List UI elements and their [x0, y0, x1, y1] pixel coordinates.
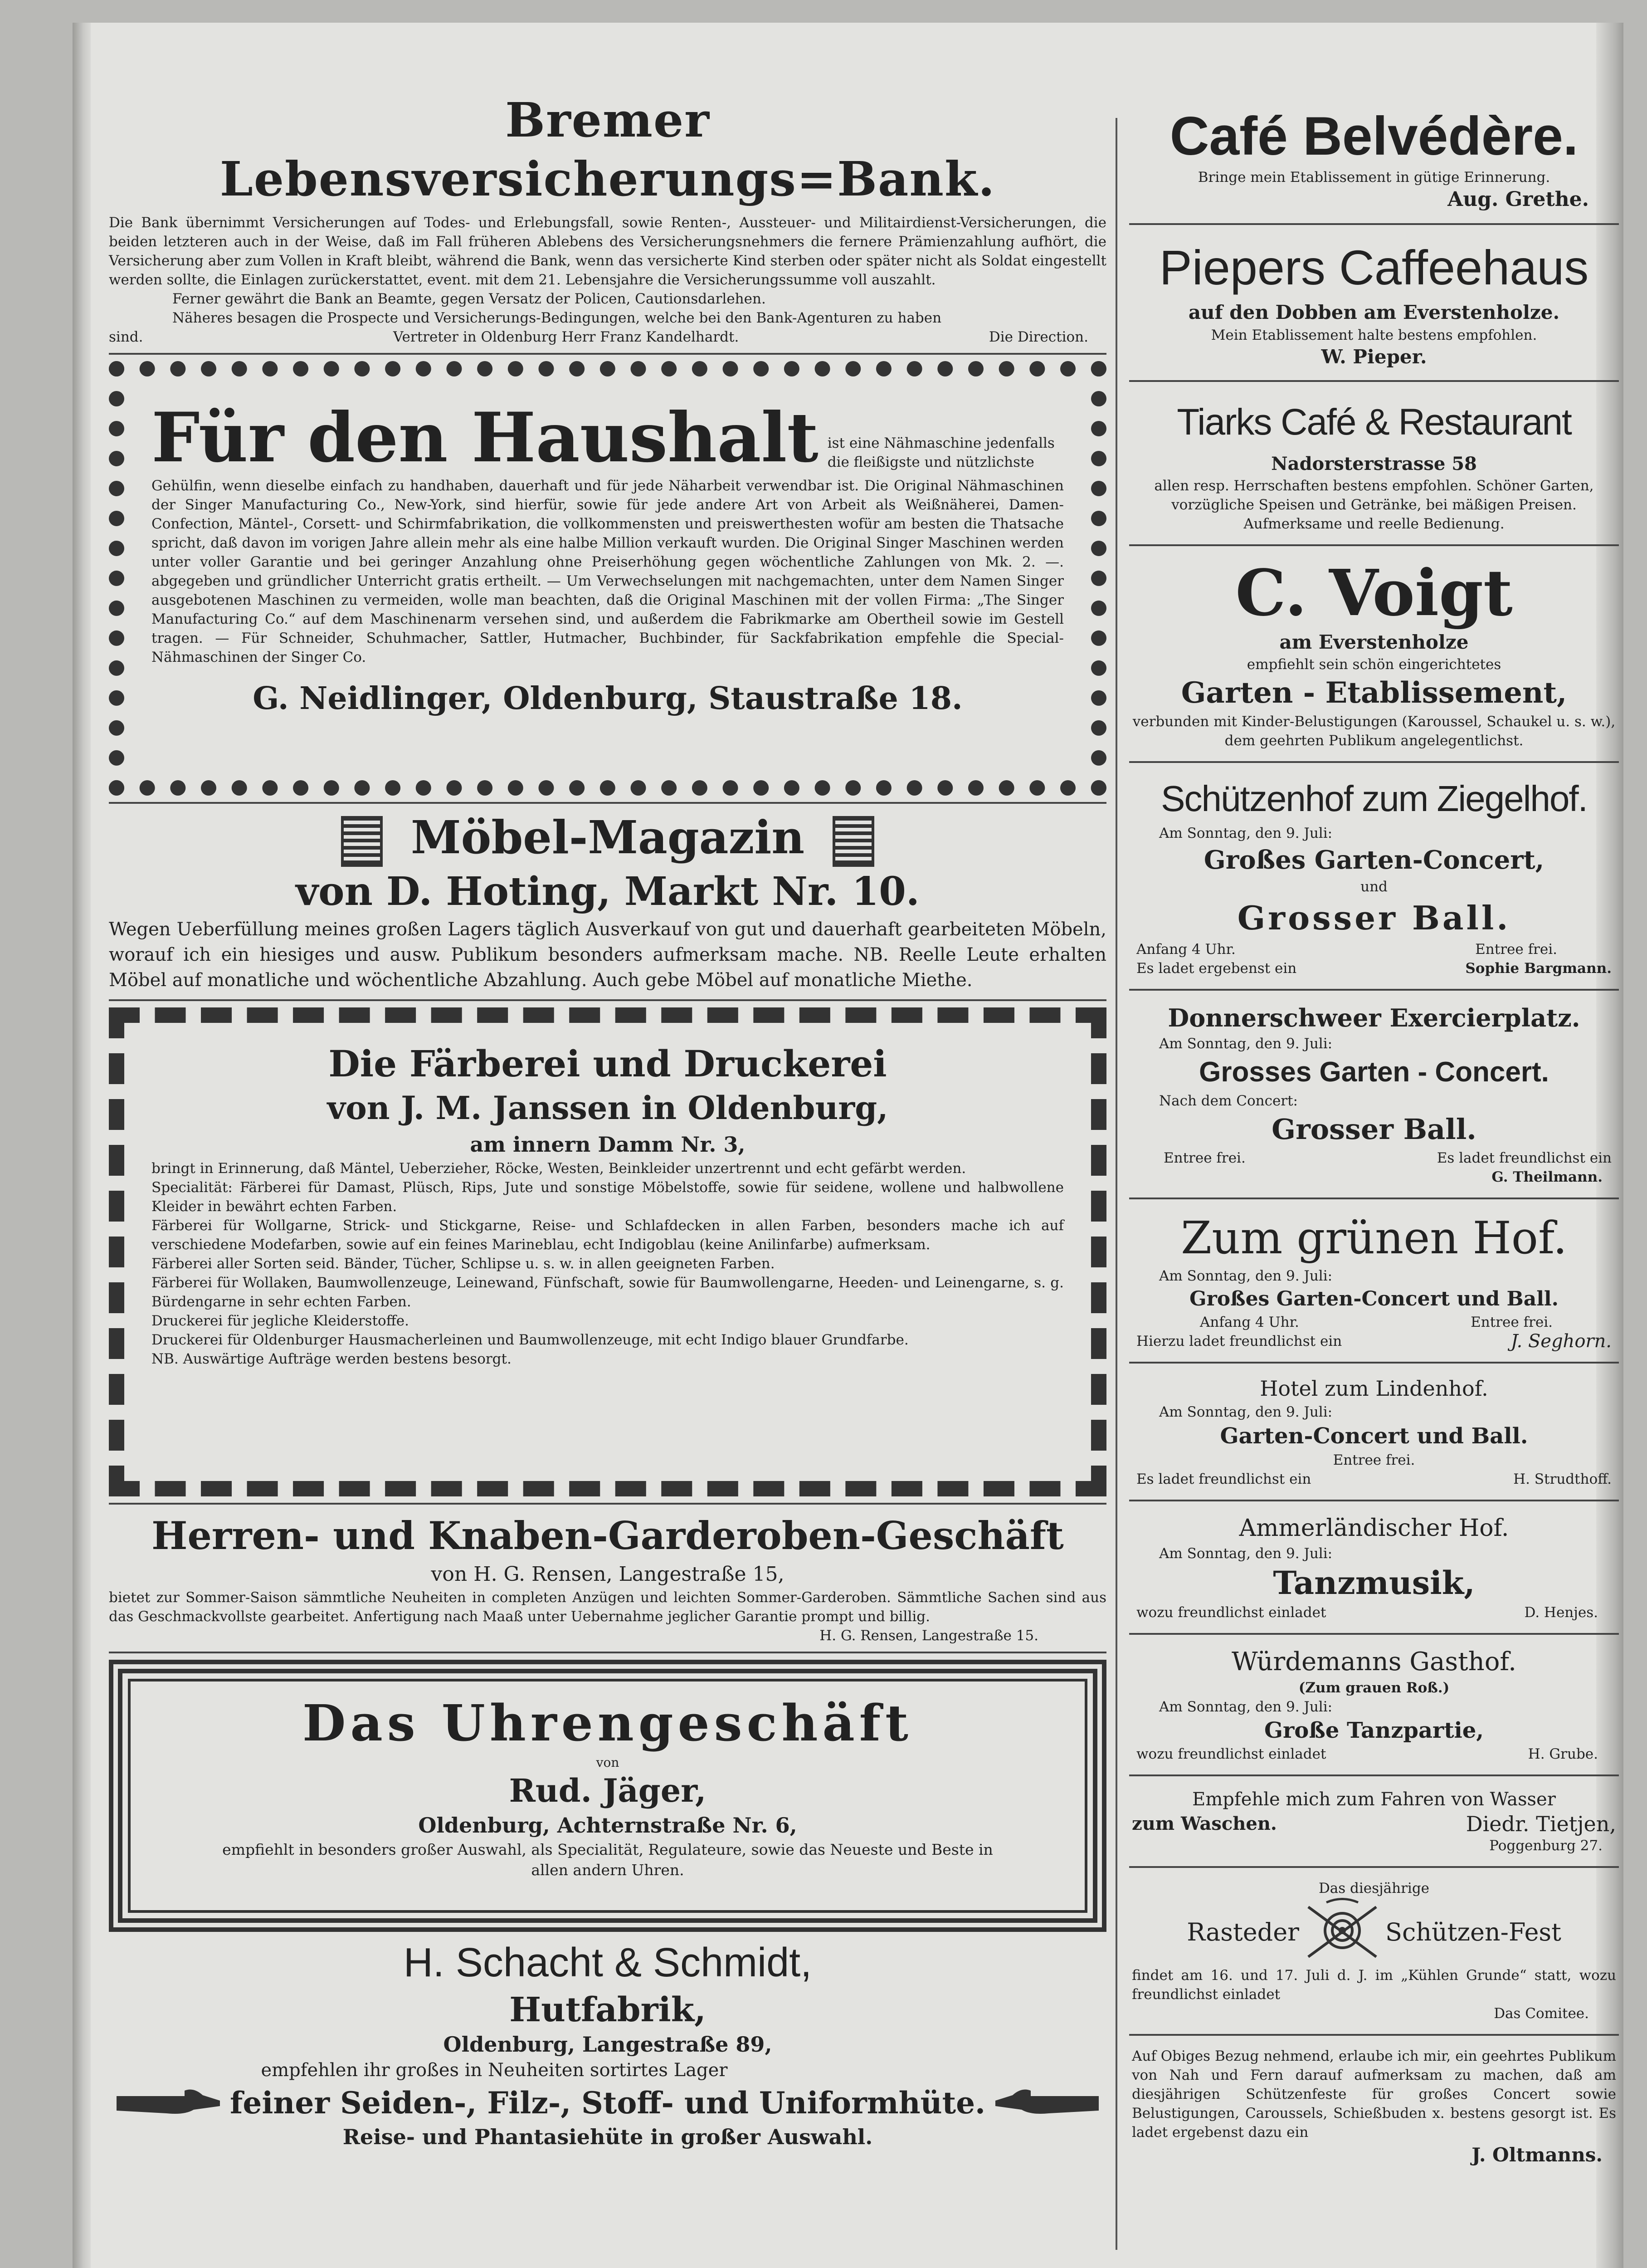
ad-signature: J. Oltmanns.	[1472, 2144, 1603, 2166]
divider	[1129, 2034, 1619, 2036]
ad-paragraph: Färberei aller Sorten seid. Bänder, Tücher, Schlipse u. s. w. in allen geeigneten Farben.	[151, 1256, 775, 1272]
ad-pre: Das diesjährige	[1318, 1880, 1430, 1897]
ad-invite: Es ladet freundlichst ein	[1136, 1471, 1311, 1487]
ad-body: verbunden mit Kinder-Belustigungen (Karoussel, Schaukel u. s. w.), dem geehrten Publikum angelegentlichst.	[1132, 714, 1616, 749]
ad-signature: Vertreter in Oldenburg Herr Franz Kandelhardt.	[393, 329, 739, 345]
ad-line: zum Waschen.	[1132, 1813, 1277, 1834]
ad-invite: wozu freundlichst einladet	[1136, 1746, 1326, 1762]
ad-date: Am Sonntag, den 9. Juli:	[1159, 1404, 1333, 1420]
ad-wuerdemanns-gasthof	[1129, 1641, 1619, 1768]
ad-line: Empfehle mich zum Fahren von Wasser	[1192, 1789, 1556, 1810]
ad-body: bietet zur Sommer-Saison sämmtliche Neuheiten in completen Anzügen und leichten Sommer-Garderoben. Sämmtliche Sachen sind aus das Geschmackvollste gearbeitet. Anfertigung nach Maaß unter Uebernahme jeglicher Garantie prompt und billig.	[109, 1589, 1106, 1625]
divider	[1129, 761, 1619, 763]
ad-paragraph: Specialität: Färberei für Damast, Plüsch, Rips, Jute und sonstige Möbelstoffe, sowie für seidene, wollene und halbwollene Kleider in bewährt echten Farben.	[151, 1179, 1064, 1215]
ad-date: Am Sonntag, den 9. Juli:	[1159, 825, 1333, 841]
ad-ball: Grosser Ball.	[1272, 1113, 1476, 1146]
ad-address: am innern Damm Nr. 3,	[470, 1132, 746, 1157]
divider	[1129, 1866, 1619, 1868]
ad-after: Nach dem Concert:	[1159, 1093, 1298, 1109]
ad-exercierplatz	[1129, 997, 1619, 1191]
ad-subtitle: am Everstenholze	[1279, 631, 1469, 653]
ad-title: Donnerschweer Exercierplatz.	[1168, 1003, 1580, 1032]
ad-title: Würdemanns Gasthof.	[1232, 1647, 1516, 1677]
divider	[109, 1652, 1106, 1653]
ad-last-line: Reise- und Phantasiehüte in großer Auswahl.	[342, 2125, 873, 2150]
pointing-hand-right-icon	[117, 2087, 221, 2119]
divider	[109, 353, 1106, 355]
ad-ball: Grosser Ball.	[1237, 899, 1511, 937]
ad-ammerlaendischer-hof	[1129, 1508, 1619, 1627]
ad-signature: Das Comitee.	[1494, 2005, 1589, 2022]
ad-signature: G. Theilmann.	[1491, 1169, 1603, 1185]
ad-moebel-magazin	[109, 810, 1106, 993]
ad-concert: Garten-Concert und Ball.	[1220, 1423, 1528, 1449]
ad-title: Möbel-Magazin	[410, 811, 805, 864]
ad-signature: W. Pieper.	[1321, 346, 1427, 368]
ad-intro: ist eine Nähmaschine jedenfalls die fleißigste und nützlichste	[827, 435, 1055, 470]
ad-date: Am Sonntag, den 9. Juli:	[1159, 1699, 1333, 1715]
ad-address: Oldenburg, Langestraße 89,	[443, 2032, 772, 2057]
divider	[1129, 1500, 1619, 1501]
ad-date: Am Sonntag, den 9. Juli:	[1159, 1545, 1333, 1562]
ad-body: findet am 16. und 17. Juli d. J. im „Kühlen Grunde“ statt, wozu freundlichst einladet	[1132, 1967, 1616, 2003]
column-divider	[1116, 118, 1117, 2250]
ad-date: Am Sonntag, den 9. Juli:	[1159, 1036, 1333, 1052]
ad-concert: Großes Garten-Concert,	[1204, 845, 1545, 875]
ad-name: Rud. Jäger,	[509, 1772, 707, 1810]
divider	[1129, 1633, 1619, 1635]
ad-cafe-belvedere	[1129, 100, 1619, 217]
ad-title: Café Belvédère.	[1169, 106, 1579, 166]
ad-body: Die Bank übernimmt Versicherungen auf Todes- und Erlebungsfall, sowie Renten-, Aussteuer- und Militairdienst-Versicherungen, die beiden letzteren auch in der Weise, daß im Fall früheren Ablebens des Versicherungsnehmers die fernere Prämienzahlung aufhört, die Versicherung aber zum Vollen in Kraft bleibt, während die Bank, wenn das versicherte Kind sterben oder später nicht als Soldat eingestellt werden sollte, die Einlagen zurückerstattet, event. mit dem 21. Lebensjahre die Versicherungssumme voll auszahlt.	[109, 215, 1106, 288]
ad-schuetzenhof-ziegelhof	[1129, 769, 1619, 982]
ad-body: empfiehlt in besonders großer Auswahl, als Specialität, Regulateure, sowie das Neueste und Beste in allen andern Uhren.	[222, 1841, 993, 1879]
ad-title: Für den Haushalt	[151, 398, 819, 478]
ad-lindenhof	[1129, 1370, 1619, 1493]
ad-paragraph: Färberei für Wollaken, Baumwollenzeuge, Leinewand, Fünfschaft, sowie für Baumwollengarne, Heeden- und Leinengarne, s. g. Bürdengarne in sehr echten Farben.	[151, 1275, 1064, 1310]
ad-paragraph: Druckerei für jegliche Kleiderstoffe.	[151, 1313, 409, 1330]
ad-body: Wegen Ueberfüllung meines großen Lagers täglich Ausverkauf von gut und dauerhaft gearbeiteten Möbeln, worauf ich ein hiesiges und ausw. Publikum besonders aufmerksam mache. NB. Reelle Leute erhalten Möbel auf monatliche und wöchentliche Abzahlung. Auch gebe Möbel auf monatliche Miethe.	[109, 919, 1106, 991]
ad-c-voigt	[1129, 552, 1619, 755]
ad-concert: Großes Garten-Concert und Ball.	[1189, 1287, 1559, 1310]
ad-schacht-schmidt	[109, 1936, 1106, 2151]
ad-tiarks-cafe	[1129, 388, 1619, 538]
pointing-hand-left-icon	[994, 2087, 1099, 2119]
ad-signature: H. Grube.	[1528, 1746, 1598, 1762]
ad-start: Anfang 4 Uhr.	[1200, 1314, 1299, 1330]
ad-name: Diedr. Tietjen,	[1466, 1812, 1616, 1836]
ad-signature: D. Henjes.	[1524, 1604, 1598, 1621]
ad-oltmanns	[1129, 2042, 1619, 2173]
ad-herren-garderobe	[109, 1511, 1106, 1645]
right-column	[1129, 100, 1619, 2173]
ad-title: Zum grünen Hof.	[1181, 1212, 1567, 1264]
ad-line: Näheres besagen die Prospecte und Versicherungs-Bedingungen, welche bei den Bank-Agenturen zu haben	[172, 310, 942, 326]
ad-title: H. Schacht & Schmidt,	[403, 1940, 812, 1986]
divider	[1129, 1362, 1619, 1364]
ad-body: Auf Obiges Bezug nehmend, erlaube ich mir, ein geehrtes Publikum von Nah und Fern darauf aufmerksam zu machen, daß am diesjährigen Schützenfeste für großes Concert sowie Belustigungen, Caroussels, Schießbuden x. bestens gesorgt ist. Es ladet ergebenst dazu ein	[1132, 2048, 1616, 2141]
ad-signature: Sophie Bargmann.	[1465, 960, 1612, 977]
ad-faerberei	[109, 1007, 1106, 1496]
divider	[1129, 380, 1619, 382]
ad-signature: Aug. Grethe.	[1447, 188, 1589, 211]
divider	[109, 1503, 1106, 1505]
ad-title: Das Uhrengeschäft	[302, 1694, 913, 1753]
ad-subtitle: auf den Dobben am Everstenholze.	[1188, 301, 1560, 323]
ad-address: Oldenburg, Achternstraße Nr. 6,	[418, 1813, 797, 1838]
ad-entry: Entree frei.	[1475, 941, 1557, 958]
ad-invite: wozu freundlichst einladet	[1136, 1604, 1326, 1621]
divider	[109, 802, 1106, 804]
left-column	[109, 91, 1106, 2151]
ad-concert: Grosses Garten - Concert.	[1199, 1056, 1549, 1088]
ad-body: allen resp. Herrschaften bestens empfohlen. Schöner Garten, vorzügliche Speisen und Getränke, bei mäßigen Preisen. Aufmerksame und reelle Bedienung.	[1154, 478, 1594, 532]
ad-signature: Die Direction.	[989, 329, 1088, 345]
ad-signature: J. Seghorn.	[1511, 1331, 1612, 1352]
divider	[1129, 1198, 1619, 1199]
ad-invite: Hierzu ladet freundlichst ein	[1136, 1333, 1342, 1349]
ad-big-line: Große Tanzpartie,	[1264, 1718, 1484, 1743]
ad-title: Bremer Lebensversicherungs=Bank.	[219, 92, 996, 207]
ad-signature: H. Strudthoff.	[1513, 1471, 1612, 1487]
ad-date: Am Sonntag, den 9. Juli:	[1159, 1268, 1333, 1284]
ad-subtitle: Hutfabrik,	[509, 1990, 706, 2030]
ad-address: Poggenburg 27.	[1489, 1838, 1603, 1854]
ad-line: empfehlen ihr großes in Neuheiten sortirtes Lager	[261, 2060, 728, 2081]
ad-entry: Entree frei.	[1164, 1150, 1246, 1166]
ad-subtitle: von J. M. Janssen in Oldenburg,	[327, 1089, 888, 1127]
ad-line: empfiehlt sein schön eingerichtetes	[1247, 656, 1501, 673]
ad-address: Nadorsterstrasse 58	[1271, 453, 1477, 474]
ad-title: Schützenhof zum Ziegelhof.	[1161, 778, 1587, 819]
ad-body: Gehülfin, wenn dieselbe einfach zu handhaben, dauerhaft und für jede Näharbeit verwendbar ist. Die Original Nähmaschinen der Singer Manufacturing Co., New-York, sind hierfür, sowie für jede andere Art von Arbeit als Weißnäherei, Damen-Confection, Mäntel-, Corsett- und Schirmfabrikation, die vollkommensten und preiswerthesten wofür am besten die Thatsache spricht, daß davon im vorigen Jahre allein mehr als eine halbe Million verkauft wurden. Die Original Singer Maschinen werden unter voller Garantie und bei geringer Anzahlung ohne Preiserhöhung gegen wöchentliche Zahlungen von Mk. 2. —. abgegeben und gründlicher Unterricht gratis ertheilt. — Um Verwechselungen mit nachgemachten, unter dem Namen Singer ausgebotenen Maschinen zu vermeiden, wolle man beachten, daß die Original Maschinen mit der vollen Firma: „The Singer Manufacturing Co.“ auf dem Maschinenarm versehen sind, und außerdem die Fabrikmarke am Obertheil sowie im Gestell tragen. — Für Schneider, Schuhmacher, Sattler, Hutmacher, Buchbinder, für Sackfabrikation empfehle die Special-Nähmaschinen der Singer Co.	[151, 478, 1064, 665]
ad-title: Herren- und Knaben-Garderoben-Geschäft	[151, 1513, 1064, 1559]
ad-invite: Es ladet ergebenst ein	[1136, 960, 1297, 977]
ad-subtitle: von D. Hoting, Markt Nr. 10.	[296, 869, 920, 915]
ad-tietjen	[1129, 1783, 1619, 1860]
ad-title: Hotel zum Lindenhof.	[1260, 1376, 1488, 1401]
ad-signature: H. G. Rensen, Langestraße 15.	[819, 1628, 1038, 1644]
ad-start: Anfang 4 Uhr.	[1136, 941, 1236, 958]
ad-title: Piepers Caffeehaus	[1159, 240, 1589, 295]
ad-paragraph: Druckerei für Oldenburger Hausmacherleinen und Baumwollenzeuge, mit echt Indigo blauer Grundfarbe.	[151, 1332, 909, 1349]
divider	[1129, 544, 1619, 546]
chair-icon	[833, 816, 874, 867]
ad-signature: G. Neidlinger, Oldenburg, Staustraße 18.	[253, 680, 963, 717]
shooting-target-emblem-icon	[1299, 1898, 1385, 1966]
ad-paragraph: Färberei für Wollgarne, Strick- und Stickgarne, Reise- und Schlafdecken in allen Farben, besonders mache ich auf verschiedene Modefarben, sowie auf ein feines Marineblau, echt Indigoblau (keine Anilinfarbe) aufmerksam.	[151, 1217, 1064, 1253]
ad-entry: Entree frei.	[1471, 1314, 1553, 1330]
ad-subtitle: von H. G. Rensen, Langestraße 15,	[431, 1563, 785, 1586]
ad-title-left: Rasteder	[1187, 1917, 1299, 1946]
divider	[1129, 1774, 1619, 1776]
ad-paragraph: bringt in Erinnerung, daß Mäntel, Ueberzieher, Röcke, Westen, Beinkleider unzertrennt und echt gefärbt werden.	[151, 1160, 966, 1177]
ad-invite: Es ladet freundlichst ein	[1437, 1150, 1612, 1166]
divider	[1129, 223, 1619, 225]
ad-big-line: feiner Seiden-, Filz-, Stoff- und Uniformhüte.	[229, 2085, 986, 2121]
ad-entry: Entree frei.	[1333, 1452, 1415, 1468]
ad-von: von	[596, 1755, 619, 1770]
ad-haushalt	[109, 361, 1106, 796]
ad-title: Tiarks Café & Restaurant	[1177, 401, 1571, 443]
ad-line: Bringe mein Etablissement in gütige Erinnerung.	[1198, 169, 1550, 186]
chair-icon	[341, 816, 383, 867]
ad-rasteder-schuetzenfest	[1129, 1874, 1619, 2028]
page-stack-left-edge	[73, 23, 91, 2268]
ad-und: und	[1360, 879, 1388, 895]
ad-title: Die Färberei und Druckerei	[328, 1042, 887, 1085]
ad-big-line: Garten - Etablissement,	[1181, 676, 1567, 710]
ad-title: Ammerländischer Hof.	[1239, 1515, 1509, 1542]
ad-piepers-caffeehaus	[1129, 231, 1619, 374]
ad-line: sind.	[109, 329, 143, 345]
ad-gruener-hof	[1129, 1206, 1619, 1355]
ad-paragraph: NB. Auswärtige Aufträge werden bestens besorgt.	[151, 1351, 512, 1368]
divider	[1129, 989, 1619, 991]
divider	[109, 999, 1106, 1001]
ad-subtitle: (Zum grauen Roß.)	[1298, 1680, 1450, 1696]
ad-uhrengeschaeft	[109, 1660, 1106, 1932]
ad-title-right: Schützen-Fest	[1385, 1917, 1561, 1946]
ad-big-line: Tanzmusik,	[1273, 1564, 1475, 1602]
ad-bremer-bank	[109, 91, 1106, 347]
ad-title: C. Voigt	[1235, 556, 1513, 631]
ad-line: Ferner gewährt die Bank an Beamte, gegen Versatz der Policen, Cautionsdarlehen.	[172, 291, 766, 307]
ad-line: Mein Etablissement halte bestens empfohlen.	[1211, 327, 1537, 343]
